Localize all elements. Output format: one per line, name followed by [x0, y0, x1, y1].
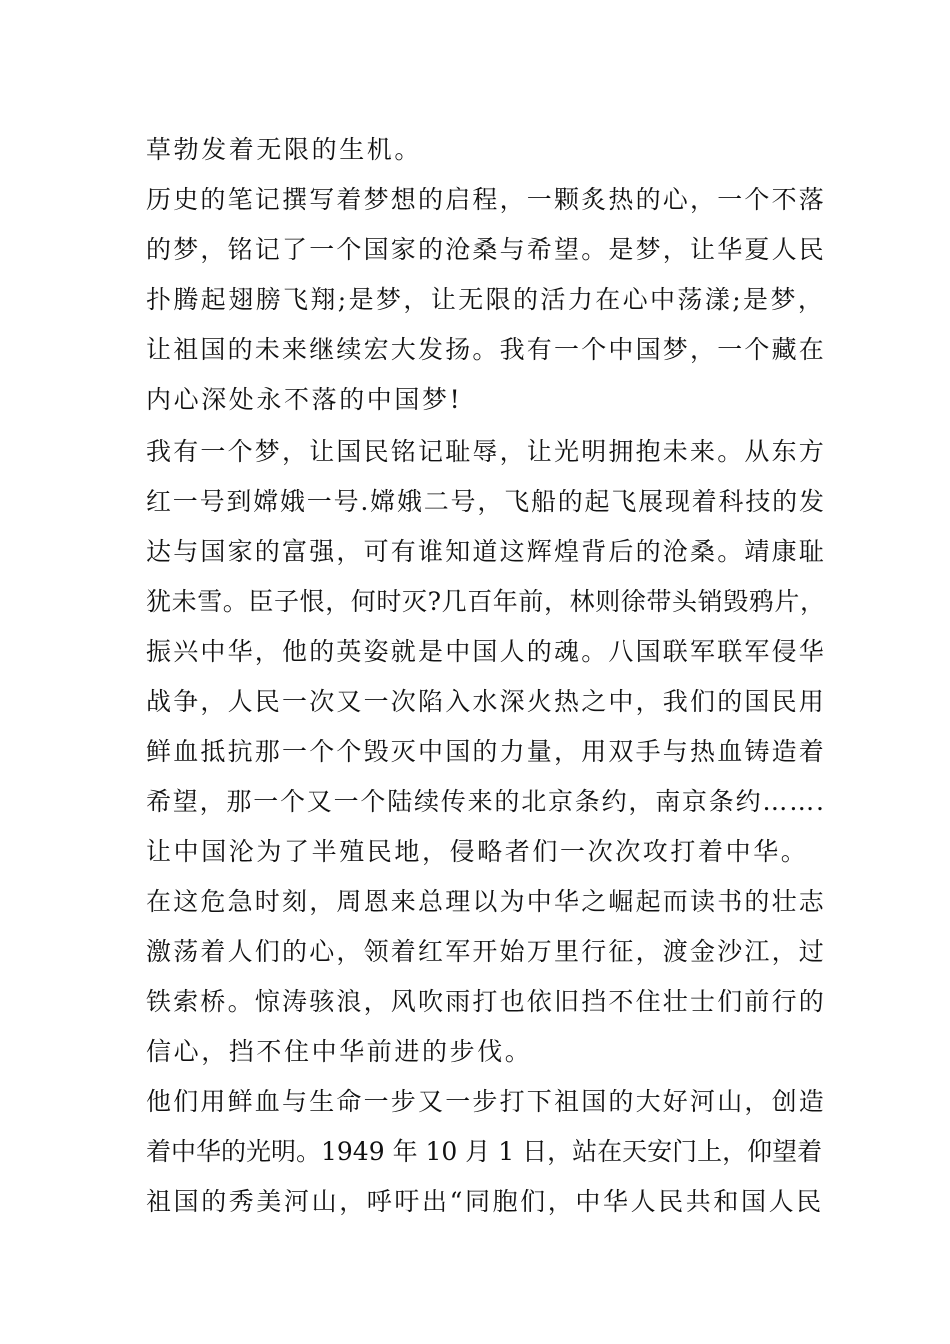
text-line: 祖国的秀美河山，呼吁出“同胞们，中华人民共和国人民: [146, 1187, 824, 1216]
text-line: 激荡着人们的心，领着红军开始万里行征，渡金沙江，过: [146, 937, 827, 966]
text-line: 我有一个梦，让国民铭记耻辱，让光明拥抱未来。从东方: [146, 437, 827, 466]
text-line: 扑腾起翅膀飞翔;是梦，让无限的活力在心中荡漾;是梦，: [146, 285, 826, 314]
text-line: 历史的笔记撰写着梦想的启程，一颗炙热的心，一个不落: [146, 185, 827, 214]
text-line: 在这危急时刻，周恩来总理以为中华之崛起而读书的壮志: [146, 887, 827, 916]
text-line: 铁索桥。惊涛骇浪，风吹雨打也依旧挡不住壮士们前行的: [146, 987, 827, 1016]
text-line: 的梦，铭记了一个国家的沧桑与希望。是梦，让华夏人民: [146, 235, 827, 264]
text-line: 他们用鲜血与生命一步又一步打下祖国的大好河山，创造: [146, 1087, 827, 1116]
text-line: 红一号到嫦娥一号.嫦娥二号，飞船的起飞展现着科技的发: [146, 487, 826, 516]
text-line: 鲜血抵抗那一个个毁灭中国的力量，用双手与热血铸造着: [146, 737, 827, 766]
text-line: 信心，挡不住中华前进的步伐。: [146, 1037, 533, 1066]
text-line: 内心深处永不落的中国梦!: [146, 385, 463, 414]
text-line: 犹未雪。臣子恨，何时灭?几百年前，林则徐带头销毁鸦片，: [146, 587, 826, 616]
text-line: 希望，那一个又一个陆续传来的北京条约，南京条约…….: [146, 787, 826, 816]
text-line: 着中华的光明。1949 年 10 月 1 日，站在天安门上，仰望着: [146, 1137, 823, 1166]
text-line: 草勃发着无限的生机。: [146, 135, 423, 164]
text-line: 振兴中华，他的英姿就是中国人的魂。八国联军联军侵华: [146, 637, 827, 666]
text-line: 达与国家的富强，可有谁知道这辉煌背后的沧桑。靖康耻: [146, 537, 827, 566]
text-line: 让祖国的未来继续宏大发扬。我有一个中国梦，一个藏在: [146, 335, 827, 364]
text-line: 战争，人民一次又一次陷入水深火热之中，我们的国民用: [146, 687, 827, 716]
text-line: 让中国沦为了半殖民地，侵略者们一次次攻打着中华。: [146, 837, 809, 866]
